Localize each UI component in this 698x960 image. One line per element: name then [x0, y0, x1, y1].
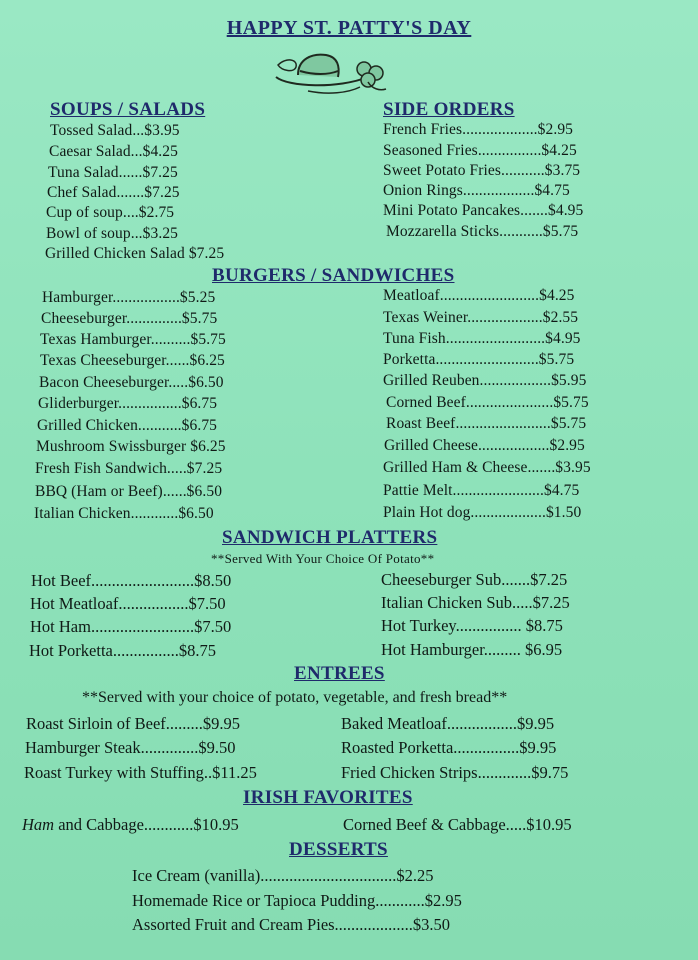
menu-item: Grilled Chicken Salad $7.25	[45, 245, 225, 262]
menu-item: Roasted Porketta................$9.95	[341, 738, 557, 757]
menu-item: Assorted Fruit and Cream Pies...................$3.50	[132, 915, 451, 934]
menu-item: Hamburger Steak..............$9.50	[25, 738, 236, 757]
menu-item: Mini Potato Pancakes.......$4.95	[383, 202, 584, 219]
menu-item: Mushroom Swissburger $6.25	[36, 438, 226, 455]
menu-title: HAPPY ST. PATTY'S DAY	[226, 17, 472, 39]
menu-item: Fried Chicken Strips.............$9.75	[341, 763, 569, 782]
menu-item: Seasoned Fries................$4.25	[383, 142, 577, 159]
side-orders-heading: SIDE ORDERS	[383, 99, 515, 120]
menu-item: Roast Beef........................$5.75	[386, 415, 587, 432]
menu-item: Texas Cheeseburger......$6.25	[40, 352, 225, 369]
menu-item: Homemade Rice or Tapioca Pudding............$2.95	[132, 891, 462, 910]
menu-item: Hamburger.................$5.25	[42, 289, 216, 306]
menu-item: Grilled Cheese..................$2.95	[384, 437, 585, 454]
menu-item: Italian Chicken Sub.....$7.25	[381, 593, 570, 612]
menu-item: Grilled Reuben..................$5.95	[383, 372, 587, 389]
menu-item: Cheeseburger Sub.......$7.25	[381, 570, 568, 589]
menu-item: Grilled Chicken...........$6.75	[37, 417, 218, 434]
menu-item: Hot Beef.........................$8.50	[31, 571, 232, 590]
hat-shamrock-icon	[268, 47, 394, 97]
menu-item: Porketta..........................$5.75	[383, 351, 575, 368]
entrees-heading: ENTREES	[294, 663, 385, 684]
menu-item: Hot Turkey................ $8.75	[381, 616, 563, 635]
menu-item: Italian Chicken............$6.50	[34, 505, 214, 522]
burgers-sandwiches-heading: BURGERS / SANDWICHES	[212, 265, 455, 286]
menu-item: Corned Beef......................$5.75	[386, 394, 589, 411]
irish-favorites-heading: IRISH FAVORITES	[243, 787, 413, 808]
menu-item: Hot Porketta................$8.75	[29, 641, 216, 660]
menu-item: Tuna Fish.........................$4.95	[383, 330, 581, 347]
menu-item: Pattie Melt.......................$4.75	[383, 482, 580, 499]
sandwich-platters-heading: SANDWICH PLATTERS	[222, 527, 438, 548]
item-name-rest: and Cabbage............$10.95	[54, 815, 239, 834]
menu-item: Cheeseburger..............$5.75	[41, 310, 218, 327]
menu-item: Caesar Salad...$4.25	[49, 143, 178, 160]
menu-item: Corned Beef & Cabbage.....$10.95	[343, 815, 572, 834]
menu-item: Meatloaf.........................$4.25	[383, 287, 575, 304]
menu-item: Baked Meatloaf.................$9.95	[341, 714, 555, 733]
menu-item: Gliderburger................$6.75	[38, 395, 218, 412]
item-name-italic: Ham	[22, 815, 55, 834]
menu-item: Bacon Cheeseburger.....$6.50	[39, 374, 224, 391]
menu-item: French Fries...................$2.95	[383, 121, 574, 138]
platters-note: **Served With Your Choice Of Potato**	[211, 551, 435, 566]
menu-item: Roast Sirloin of Beef.........$9.95	[26, 714, 241, 733]
menu-item: BBQ (Ham or Beef)......$6.50	[35, 483, 223, 500]
entrees-note: **Served with your choice of potato, vegetable, and fresh bread**	[82, 689, 508, 706]
menu-item: Bowl of soup...$3.25	[46, 225, 179, 242]
menu-item: Onion Rings..................$4.75	[383, 182, 570, 199]
menu-item: Roast Turkey with Stuffing..$11.25	[24, 763, 257, 782]
menu-item: Cup of soup....$2.75	[46, 204, 175, 221]
menu-item: Ice Cream (vanilla).................................$2.25	[132, 866, 434, 885]
menu-item: Plain Hot dog...................$1.50	[383, 504, 582, 521]
menu-item: Texas Weiner...................$2.55	[383, 309, 579, 326]
menu-item: Sweet Potato Fries...........$3.75	[383, 162, 581, 179]
menu-item: Hot Ham.........................$7.50	[30, 617, 232, 636]
menu-item: Grilled Ham & Cheese.......$3.95	[383, 459, 591, 476]
menu-item: Mozzarella Sticks...........$5.75	[386, 223, 579, 240]
menu-item: Hot Hamburger......... $6.95	[381, 640, 563, 659]
menu-item: Tuna Salad......$7.25	[48, 164, 178, 181]
soups-salads-heading: SOUPS / SALADS	[50, 99, 206, 120]
menu-item: Chef Salad.......$7.25	[47, 184, 180, 201]
desserts-heading: DESSERTS	[289, 839, 388, 860]
menu-item: Texas Hamburger..........$5.75	[40, 331, 226, 348]
menu-item: Hot Meatloaf.................$7.50	[30, 594, 226, 613]
menu-item	[22, 815, 239, 835]
menu-item: Tossed Salad...$3.95	[50, 122, 180, 139]
menu-item: Fresh Fish Sandwich.....$7.25	[35, 460, 223, 477]
